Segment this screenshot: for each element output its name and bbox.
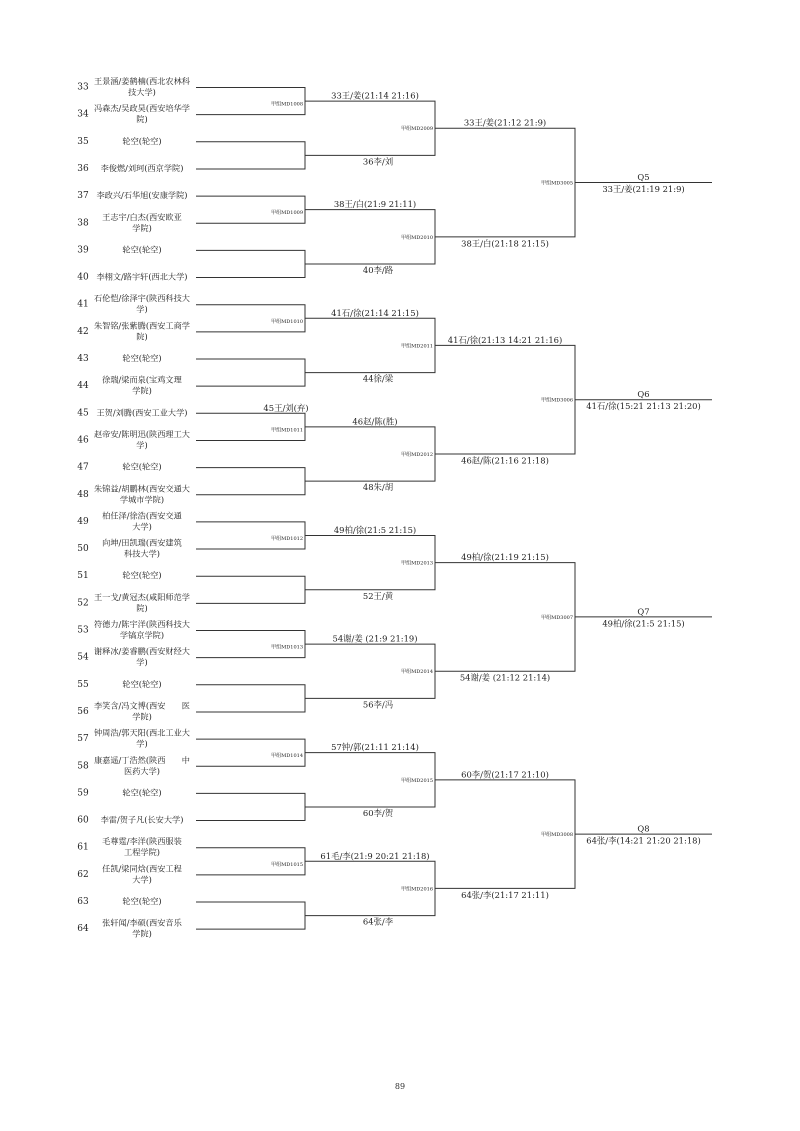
player-name: 王景涵/姜鹤楠(西北农林科	[93, 76, 191, 86]
player-name: 柏任泽/徐浩(西安交通	[102, 510, 182, 521]
player-name: 轮空(轮空)	[122, 570, 162, 581]
player-name: 李栩文/路宇轩(西北大学)	[96, 271, 188, 282]
seed-number: 44	[77, 381, 89, 392]
player-name: 大学)	[132, 521, 152, 532]
player-name: 李俊燃/刘珂(西京学院)	[100, 162, 184, 173]
player-name: 朱锦益/胡鹏林(西安交通大	[93, 483, 191, 494]
match-result-winner: 61毛/李(21:9 20:21 21:18)	[320, 850, 430, 861]
player-name: 医药大学)	[124, 765, 160, 776]
player-name: 钟周浩/郭天阳(西北工业大	[93, 727, 191, 738]
player-name: 院)	[136, 602, 148, 613]
player-name: 徐瑞/梁而泉(宝鸡文理	[102, 374, 182, 385]
match-result-winner: 38王/白(21:9 21:11)	[333, 199, 417, 210]
match-code: 甲组MD1015	[271, 861, 303, 868]
match-bracket-line	[196, 685, 305, 712]
quarter-label: Q8	[637, 823, 650, 834]
match-result-loser: 56李/冯	[362, 699, 394, 710]
match-result-loser: 44徐/梁	[362, 373, 394, 384]
match-code: 甲组MD2012	[401, 452, 433, 459]
match-code: 甲组MD1013	[271, 644, 303, 651]
round2-result-winner: 41石/徐(21:13 14:21 21:16)	[447, 334, 563, 345]
seed-number: 34	[77, 109, 89, 120]
quarter-label: Q6	[637, 389, 650, 400]
match-result-loser: 36李/刘	[362, 156, 394, 167]
quarter-result: 33王/姜(21:19 21:9)	[602, 184, 685, 195]
quarter-result: 49柏/徐(21:5 21:15)	[602, 618, 685, 629]
seed-number: 62	[77, 869, 89, 880]
player-name: 任凯/梁同焓(西安工程	[102, 863, 182, 874]
player-name: 朱智铭/张紫腾(西安工商学	[93, 320, 191, 331]
seed-number: 47	[77, 462, 89, 473]
seed-number: 50	[77, 544, 89, 555]
match-result-loser: 52王/黄	[362, 590, 394, 601]
match-result-loser: 40李/路	[362, 264, 394, 275]
seed-number: 59	[77, 788, 89, 799]
seed-number: 55	[77, 679, 89, 690]
match-code: 甲组MD1011	[271, 427, 303, 434]
match-bracket-line	[196, 142, 305, 169]
player-name: 轮空(轮空)	[122, 896, 162, 906]
match-code: 甲组MD1008	[271, 101, 303, 108]
player-name: 向坤/田凯瑞(西安建筑	[102, 537, 182, 548]
match-code: 甲组MD3006	[541, 397, 573, 404]
match-bracket-line	[196, 793, 305, 820]
round2-result-winner: 33王/姜(21:12 21:9)	[463, 117, 547, 128]
seed-number: 37	[77, 191, 89, 202]
seed-number: 53	[77, 625, 89, 636]
match-result-winner: 54谢/姜 (21:9 21:19)	[332, 633, 418, 644]
player-name: 轮空(轮空)	[122, 244, 162, 255]
player-name: 冯森杰/吴政昊(西安培华学	[93, 103, 191, 114]
match-code: 甲组MD2015	[401, 777, 433, 784]
player-name: 学院)	[132, 385, 152, 396]
player-name: 院)	[136, 114, 148, 125]
round2-result-loser: 46赵/陈(21:16 21:18)	[461, 455, 549, 466]
seed-number: 38	[77, 218, 89, 229]
round2-result-loser: 64张/李(21:17 21:11)	[461, 889, 549, 900]
player-name: 轮空(轮空)	[122, 353, 162, 363]
match-code: 甲组MD3008	[541, 832, 573, 839]
player-name: 学院)	[132, 928, 152, 939]
match-result-winner: 46赵/陈(胜)	[352, 416, 398, 427]
player-name: 学)	[136, 304, 148, 315]
match-code: 甲组MD1014	[271, 753, 303, 760]
player-name: 符德力/陈宇洋(陕西科技大	[93, 619, 191, 629]
round2-result-loser: 54谢/姜 (21:12 21:14)	[459, 672, 551, 683]
quarter-label: Q7	[637, 606, 650, 617]
seed-number: 39	[77, 245, 89, 256]
seed-number: 60	[77, 815, 89, 826]
player-name: 张轩闻/李硕(西安音乐	[102, 917, 182, 928]
match-code: 甲组MD1012	[271, 535, 303, 542]
match-result-winner: 33王/姜(21:14 21:16)	[331, 90, 419, 101]
player-name: 轮空(轮空)	[122, 461, 162, 472]
player-name: 学)	[136, 657, 148, 668]
seed-number: 52	[77, 598, 89, 609]
player-name: 赵帝安/陈明迅(陕西理工大	[93, 428, 191, 439]
match-code: 甲组MD2016	[401, 886, 433, 893]
page-number: 89	[394, 1082, 406, 1091]
player-name: 工程学院)	[124, 847, 160, 858]
match-result-loser: 48朱/胡	[362, 482, 394, 493]
player-name: 王一戈/黄冠杰(咸阳师范学	[93, 591, 191, 602]
seed-number: 42	[77, 326, 89, 337]
player-name: 毛尊霆/李洋(陕西服装	[102, 836, 182, 847]
match-result-winner: 49柏/徐(21:5 21:15)	[333, 524, 417, 535]
seed-number: 61	[77, 842, 89, 853]
seed-number: 51	[77, 571, 89, 582]
seed-number: 41	[77, 299, 89, 310]
seed-number: 49	[77, 516, 89, 527]
match-result-winner: 41石/徐(21:14 21:15)	[331, 307, 419, 318]
match-code: 甲组MD2010	[401, 234, 433, 241]
player-name: 轮空(轮空)	[122, 678, 162, 689]
player-name: 李笑含/冯文博(西安 医	[93, 700, 191, 711]
player-name: 康嘉遥/丁浩然(陕西 中	[93, 754, 191, 765]
match-result-winner: 45王/刘(弃)	[263, 402, 309, 413]
seed-number: 54	[77, 652, 89, 663]
player-name: 李雷/贺子凡(长安大学)	[100, 814, 184, 825]
match-result-winner: 57钟/郭(21:11 21:14)	[331, 742, 419, 753]
match-result-loser: 64张/李	[362, 916, 394, 927]
player-name: 王贺/刘腾(西安工业大学)	[96, 407, 188, 418]
player-name: 学)	[136, 738, 148, 749]
bracket-texts	[77, 76, 700, 939]
player-name: 学院)	[132, 711, 152, 722]
match-bracket-line	[196, 250, 305, 277]
round2-result-winner: 49柏/徐(21:19 21:15)	[461, 552, 549, 563]
seed-number: 58	[77, 761, 89, 772]
match-code: 甲组MD3007	[541, 614, 573, 621]
round2-result-loser: 38王/白(21:18 21:15)	[461, 238, 549, 249]
player-name: 李政兴/石华旭(安康学院)	[96, 190, 188, 201]
player-name: 学院)	[132, 222, 152, 233]
player-name: 轮空(轮空)	[122, 135, 162, 146]
player-name: 轮空(轮空)	[122, 787, 162, 798]
seed-number: 64	[77, 924, 89, 935]
player-name: 王志宇/白杰(西安欧亚	[102, 211, 182, 222]
match-code: 甲组MD2013	[401, 560, 433, 567]
player-name: 谢释冰/姜睿鹏(西安财经大	[93, 646, 191, 657]
match-code: 甲组MD1010	[271, 318, 303, 325]
player-name: 石伦恺/徐泽宇(陕西科技大	[93, 293, 191, 304]
quarter-result: 41石/徐(15:21 21:13 21:20)	[586, 401, 701, 412]
match-code: 甲组MD1009	[271, 210, 303, 217]
match-code: 甲组MD2011	[401, 343, 433, 350]
seed-number: 46	[77, 435, 89, 446]
seed-number: 48	[77, 489, 89, 500]
match-bracket-line	[196, 902, 305, 929]
player-name: 院)	[136, 331, 148, 342]
player-name: 学)	[136, 439, 148, 450]
match-code: 甲组MD3005	[541, 180, 573, 187]
match-code: 甲组MD2014	[401, 669, 433, 676]
round2-result-winner: 60李/贺(21:17 21:10)	[461, 769, 549, 780]
seed-number: 56	[77, 706, 89, 717]
match-bracket-line	[196, 576, 305, 603]
player-name: 学镐京学院)	[119, 630, 165, 640]
seed-number: 35	[77, 136, 89, 147]
match-code: 甲组MD2009	[401, 126, 433, 133]
quarter-result: 64张/李(14:21 21:20 21:18)	[586, 835, 701, 846]
seed-number: 36	[77, 163, 89, 174]
match-bracket-line	[196, 468, 305, 495]
player-name: 学城市学院)	[119, 494, 165, 505]
match-bracket-line	[196, 359, 305, 386]
player-name: 科技大学)	[124, 548, 160, 559]
seed-number: 63	[77, 897, 89, 907]
seed-number: 33	[77, 82, 89, 93]
player-name: 大学)	[132, 874, 152, 885]
match-result-loser: 60李/贺	[362, 807, 394, 818]
player-name: 技大学)	[128, 87, 156, 97]
quarter-label: Q5	[637, 172, 650, 183]
seed-number: 43	[77, 354, 89, 364]
seed-number: 57	[77, 734, 89, 745]
seed-number: 45	[77, 408, 89, 419]
seed-number: 40	[77, 272, 89, 283]
